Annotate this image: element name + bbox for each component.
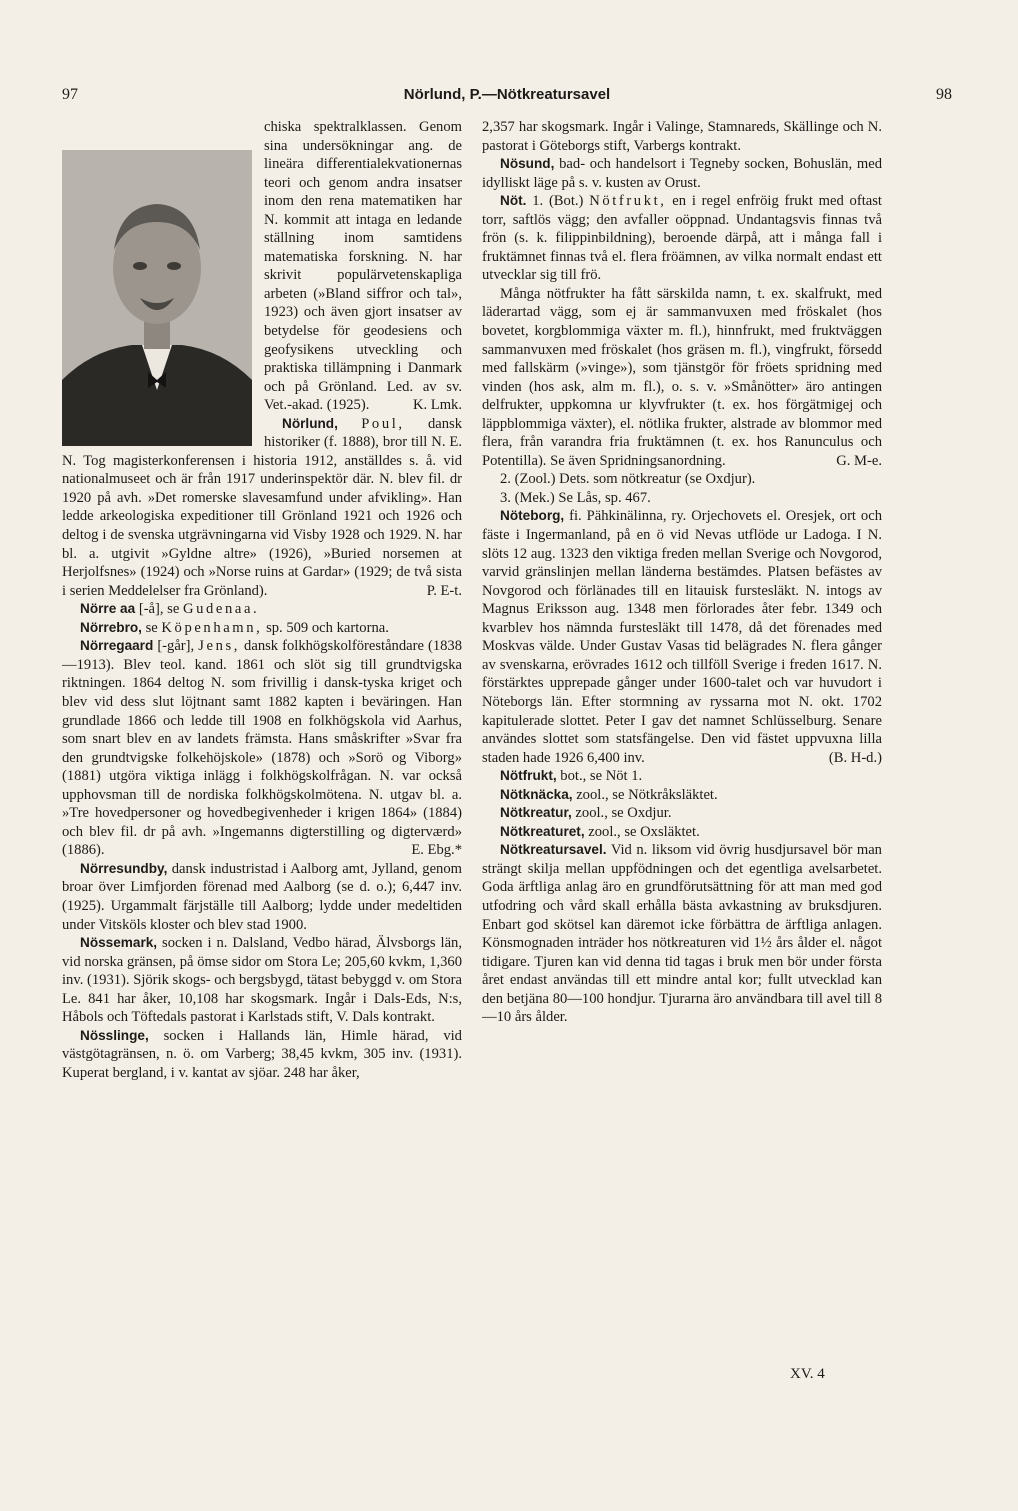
entry-norrebro: Nörrebro, se Köpenhamn, sp. 509 och kartorna. [80,619,389,636]
entry-norregaard: Nörregaard [-går], Jens, dansk folkhögskolföreståndare (1838—1913). Blev teol. kand. 1861 och slöt sig till grundtvigska riktningen. 1864 deltog N. som frivillig i dansk-tyska kriget och blev vid dess slut löjtnant samt 1882 kapten i beväringen. Han grundlade 1866 och ledde till 1908 en folkhögskola vid Aarhus, som snart blev en av landets främsta. Hans småskrifter »Svar fra den grundtvigske folkehöjskole» (1878) och »Sorö og Viborg» (1881) utgöra viktiga inlägg i folkhögskolfrågan. N. var också upphovsman till de nordiska folkhögskolmötena. N. utgav bl. a. »Tre hovedpersoner og hovedbegivenheder i krigen 1864» (1884) och blev fil. dr på avh. »Ingemanns digterstilling og digterværd» (1886). E. Ebg.* [62,638,463,859]
entry-not-paragraph: Många nötfrukter ha fått särskilda namn, t. ex. skalfrukt, med läderartad vägg, som ej är sammanvuxen med fröskalet (hos bovetet, korgblommiga växter m. fl.), hinnfrukt, med fruktväggen sammanvuxen med fröskalet (hos gräsen m. fl.), vingfrukt, försedd med fallskärm (»vinge»), som tjänstgör för fröets spridning med vinden (hos ask, alm m. fl.), o. s. v. »Smånötter» äro antingen delfrukter, uppkomna ur klyvfrukter (t. ex. hos förgätmigej och läppblommiga växter), el. nötlika frukter, alstrade av blommor med flera, från varandra fria fruktämnen (t. ex. hos Ranunculus och Potentilla). Se även Spridningsanordning. G. M-e. [482,285,882,469]
page-header [62,86,952,112]
entry-continuation-right: 2,357 har skogsmark. Ingår i Valinge, Stamnareds, Skällinge och N. pastorat i Göteborgs stift, Varbergs kontrakt. [482,119,882,154]
entry-notkreatursavel: Nötkreatursavel. Vid n. liksom vid övrig husdjursavel bör man strängt skilja mellan uppfödningen och det egentliga avelsarbetet. Goda ärftliga anlag äro en grundförutsättning för att man med god utfodring och vård skall erhålla bästa avkastning av bruksdjuren. Enbart god skötsel kan däremot icke förbättra de ärftliga anlagen. Könsmognaden inträder hos nötkreaturen vid 1½ års ålder el. något tidigare. Tjuren kan vid denna tid tagas i bruk men bör under första året endast användas till ett mindre antal kor; fullt utvecklad kan den betjäna 80—100 hondjur. Tjurarna äro användbara till avel till 8—10 års ålder. [482,842,882,1026]
entry-norresundby: Nörresundby, dansk industristad i Aalborg amt, Jylland, genom broar över Limfjorden förenad med Aalborg (se d. o.); 6,447 inv. (1925). Urgammalt färjställe till Aalborg; lydde under medeltiden under Vitsköls kloster och blev stad 1900. [62,860,462,933]
right-column [482,118,882,1027]
portrait-photo [62,150,252,446]
entry-not-zool: 2. (Zool.) Dets. som nötkreatur (se Oxdjur). [500,471,756,488]
entry-notknacka: Nötknäcka, zool., se Nötkråksläktet. [500,786,718,803]
entry-norre-aa: Nörre aa [-å], se Gudenaa. [80,601,260,618]
entry-notkreatur: Nötkreatur, zool., se Oxdjur. [500,805,672,822]
entry-nossemark: Nössemark, socken i n. Dalsland, Vedbo härad, Älvsborgs län, vid norska gränsen, på ömse sidor om Stora Le; 205,60 kvkm, 1,360 inv. (1931). Sjörik skogs- och bergsbygd, tätast bebyggd v. om Stora Le. 841 har åker, 10,108 har skogsmark. Ingår i Dals-Eds, N:s, Håbols och Töftedals pastorat i Karlstads stift, V. Dals kontrakt. [62,935,462,1026]
running-title: Nörlund, P.—Nötkreatursavel [403,86,611,103]
entry-norlund-poul: Nörlund, Poul, dansk historiker (f. 1888), bror till N. E. N. Tog magisterkonferensen i historia 1912, anställdes s. å. vid nationalmuseet och är från 1917 underinspektör där. N. blev fil. dr 1920 på avh. »Det romerske slavesamfund under afvikling». Han ledde arkeologiska expeditioner till Grönland 1921 och 1926 och deltog i de svenska utgrävningarna vid Visby 1928 och 1929. N. har bl. a. utgivit »Gyldne altre» (1926), »Buried norsemen at Herjolfsnes» (1924) och »Norse ruins at Gardar» (1929; de två sista i serien Meddelelser fra Grönland). P. E-t. [62,415,462,599]
entry-notkreaturet: Nötkreaturet, zool., se Oxsläktet. [500,823,700,840]
entry-notfrukt: Nötfrukt, bot., se Nöt 1. [500,768,643,785]
signature-code: XV. 4 [790,1366,825,1382]
entry-not-mek: 3. (Mek.) Se Lås, sp. 467. [500,489,651,506]
entry-noteborg: Nöteborg, fi. Pähkinälinna, ry. Orjechovets el. Oresjek, ort och fäste i Ingermanland, på en ö vid Nevas utflöde ur Ladoga. I N. slöts 12 aug. 1323 den viktiga freden mellan Sverige och Novgorod, varvid gränslinjen mellan länderna bestämdes. Platsen befästes av Novgorod och förlänades till en litauisk furstesläkt. N. intogs av Magnus Eriksson aug. 1348 men förlorades åter febr. 1349 och kvarblev hos nämnda furstesläkt till 1478, då det förenades med Moskvas välde. Under Gustav Vasas tid belägrades N. flera gånger av svenskarna, erövrades 1612 och tillföll Sverige i freden 1617. N. förstärktes upprepade gånger under 1600-talet och var huvudort i Nöteborgs län. Efter stormning av ryssarna mot N. okt. 1702 kapitulerade slottet. Peter I gav det namnet Schlüsselburg. Senare användes slottet som statsfängelse. Den vid fästet uppvuxna lilla staden hade 1926 6,400 inv. (B. H-d.) [482,508,883,766]
entry-nosund: Nösund, bad- och handelsort i Tegneby socken, Bohuslän, med idylliskt läge på s. v. kusten av Orust. [482,156,882,191]
entry-nosslinge: Nösslinge, socken i Hallands län, Himle härad, vid västgötagränsen, n. ö. om Varberg; 38,45 kvkm, 305 inv. (1931). Kuperat bergland, i v. kantat av sjöar. 248 har åker, [62,1027,462,1081]
page-number-right: 98 [936,86,952,103]
entry-not: Nöt. 1. (Bot.) Nötfrukt, en i regel enfröig frukt med oftast torr, saftlös vägg; den avfaller oöppnad. Undantagsvis finnas två frön (s. k. filippinbildning), beroende därpå, att i många fall i fruktämnet finnas två el. flera fröämnen, av vilka normalt endast ett utvecklar sig till frö. [482,193,882,284]
entry-continuation: chiska spektralklassen. Genom sina undersökningar ang. de lineära differentialekvationernas teori och genom andra insatser inom den rena matematiken har N. kommit att intaga en ledande ställning inom samtidens matematiska forskning. N. har skrivit populärvetenskapliga arbeten (»Bland siffror och tal», 1923) och även gjort insatser av betydelse för geodesiens och geofysikens utveckling och praktiska tillämpning i Danmark och på Grönland. Led. av sv. Vet.-akad. (1925). K. Lmk. [62,118,462,415]
page-number-left: 97 [62,86,78,103]
left-column [62,118,462,1082]
